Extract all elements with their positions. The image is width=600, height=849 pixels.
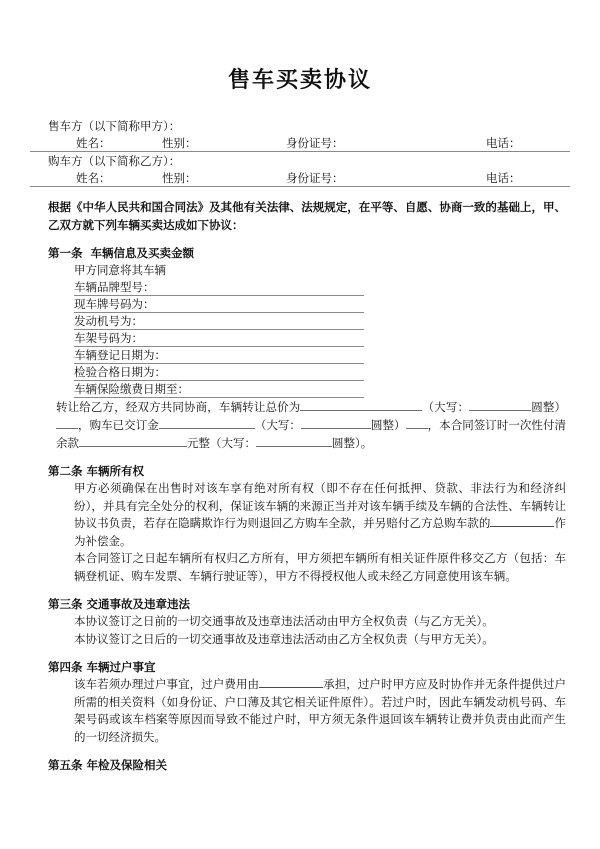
seller-name-label: 姓名： <box>76 136 111 150</box>
vehicle-field-row[interactable]: 发动机号为： <box>74 313 364 330</box>
deposit-blank[interactable] <box>159 416 255 429</box>
deposit-words-blank[interactable] <box>301 416 371 429</box>
article-4-heading: 车辆过户事宜 <box>86 660 156 674</box>
article-3-line: 本协议签订之日后的一切交通事故及违章违法活动由乙方全权负责（与甲方无关）。 <box>74 631 494 646</box>
article-2-paragraph-1 <box>74 480 566 550</box>
vehicle-field-row[interactable]: 现车牌号码为： <box>74 296 364 313</box>
article-1 <box>30 245 570 452</box>
article-4-number: 第四条 <box>48 660 83 674</box>
buyer-field-row[interactable] <box>30 170 570 187</box>
article-4-paragraph <box>74 676 566 746</box>
article-2 <box>30 463 570 585</box>
price-seg-4: ，购车已交订金 <box>78 418 159 432</box>
total-price-blank[interactable] <box>300 398 422 411</box>
article-2-title <box>48 463 570 480</box>
vehicle-field-row[interactable]: 车辆保险缴费日期至： <box>74 381 364 398</box>
article-3 <box>30 596 570 648</box>
article-1-heading: 车辆信息及买卖金额 <box>90 246 195 260</box>
buyer-heading: 购车方（以下简称乙方）： <box>48 154 181 168</box>
vehicle-field-row[interactable]: 车辆品牌型号： <box>74 279 364 296</box>
article-2-paragraph-2: 本合同签订之日起车辆所有权归乙方所有，甲方须把车辆所有相关证件原件移交乙方（包括：车辆登机证、购车发票、车辆行驶证等），甲方不得授权他人或未经乙方同意使用该车辆。 <box>74 551 566 583</box>
article-3-heading: 交通事故及违章违法 <box>86 597 191 611</box>
buyer-phone-label: 电话： <box>486 171 521 185</box>
total-price-words-blank[interactable] <box>469 398 531 411</box>
seller-id-label: 身份证号： <box>286 136 344 150</box>
buyer-id-label: 身份证号： <box>286 171 344 185</box>
article-2-number: 第二条 <box>48 464 83 478</box>
article-2-p1-text-a: 甲方必须确保在出售时对该车享有绝对所有权（即不存在任何抵押、贷款、非法行为和经济纠纷），并具有完全处分的权利，保证该车辆的来源正当并对该车辆手续及车辆的合法性、车辆转让协议书负责，若存在隐瞒欺诈行为则退回乙方购车全款，并另赔付乙方总购车款的 <box>74 481 566 530</box>
page-title: 售车买卖协议 <box>227 68 372 93</box>
balance-blank[interactable] <box>79 434 187 447</box>
preamble-paragraph: 根据《中华人民共和国合同法》及其他有关法律、法规规定，在平等、自愿、协商一致的基础上，甲、乙双方就下列车辆买卖达成如下协议： <box>48 200 566 232</box>
price-seg-1: 转让给乙方，经双方共同协商，车辆转让总价为 <box>56 400 301 414</box>
vehicle-field-row[interactable]: 检验合格日期为： <box>74 364 364 381</box>
buyer-name-label: 姓名： <box>76 171 111 185</box>
price-seg-2: （大写： <box>422 400 470 414</box>
seller-gender-label: 性别： <box>162 136 197 150</box>
balance-words-blank[interactable] <box>256 434 332 447</box>
article-1-title <box>48 245 570 262</box>
vehicle-field-row[interactable]: 车辆登记日期为： <box>74 347 364 364</box>
transfer-fee-payer-blank[interactable] <box>259 676 323 688</box>
price-seg-6: 圆整） <box>370 418 406 432</box>
article-5-title <box>48 757 570 774</box>
article-4-body <box>48 676 570 746</box>
article-2-body <box>48 480 570 585</box>
article-2-p1-text-b: 作为补偿金。 <box>74 516 567 548</box>
article-4 <box>30 659 570 746</box>
price-seg-8: 元整（大写： <box>187 436 256 450</box>
price-seg-7: ，本合同签订时一次性付清余款 <box>56 418 567 450</box>
price-seg-9: 圆整） <box>332 436 361 450</box>
article-4-text-b: 承担，过户时甲方应及时协作并无条件提供过户所需的相关资料（如身份证、户口薄及其它相关证件原件）。若过户时，因此车辆发动机号码、车架号码或该车档案等原因而导致不能过户时，甲方须无条件退回该车辆转让费并负责由此而产生的一切经济损失。 <box>74 677 567 744</box>
article-1-number: 第一条 <box>48 246 83 260</box>
article-3-title <box>48 596 570 613</box>
article-4-title <box>48 659 570 676</box>
parties-section <box>30 118 570 187</box>
article-4-text-a: 该车若须办理过户事宜，过户费用由 <box>74 677 260 691</box>
price-seg-10: 。 <box>360 436 373 450</box>
buyer-gender-label: 性别： <box>162 171 197 185</box>
article-5 <box>30 757 570 774</box>
seller-phone-label: 电话： <box>486 136 521 150</box>
price-gap-blank-1[interactable] <box>56 416 78 429</box>
vehicle-field-list <box>48 279 570 398</box>
article-3-body <box>48 613 570 648</box>
seller-field-row[interactable] <box>30 135 570 152</box>
price-gap-blank-2[interactable] <box>406 416 428 429</box>
article-5-heading: 年检及保险相关 <box>86 758 168 772</box>
vehicle-field-row[interactable]: 车架号码为： <box>74 330 364 347</box>
price-paragraph <box>48 398 570 452</box>
seller-heading: 售车方（以下简称甲方）： <box>48 119 181 133</box>
article-2-heading: 车辆所有权 <box>86 464 145 478</box>
article-3-line: 本协议签订之日前的一切交通事故及违章违法活动由甲方全权负责（与乙方无关）。 <box>74 614 494 628</box>
article-3-number: 第三条 <box>48 597 83 611</box>
compensation-rate-blank[interactable] <box>490 515 554 527</box>
price-seg-5: （大写： <box>254 418 301 432</box>
article-5-number: 第五条 <box>48 758 83 772</box>
price-seg-3: 圆整） <box>531 400 567 414</box>
article-1-lead: 甲方同意将其车辆 <box>74 263 166 277</box>
